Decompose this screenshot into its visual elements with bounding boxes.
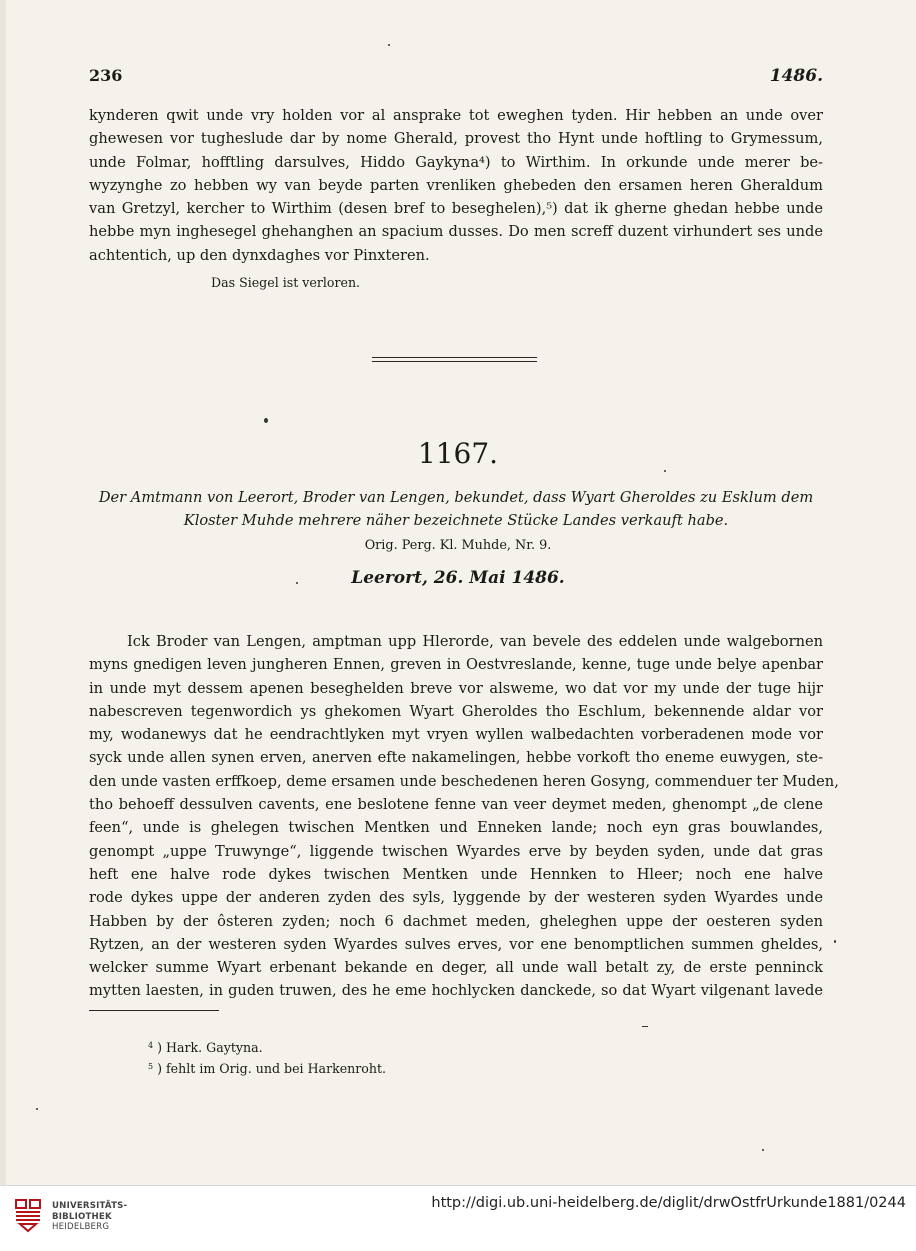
library-logo-icon	[12, 1194, 44, 1234]
preceding-document-text	[89, 104, 823, 267]
text-line: my, wodanewys dat he eendrachtlyken myt vryen wyllen walbedachten vorberadenen mode vor	[89, 726, 823, 744]
document-title	[89, 486, 823, 532]
scan-edge	[0, 0, 6, 1185]
text-line: myns gnedigen leven jungheren Ennen, greven in Oestvreslande, kenne, tuge unde belye apenbar	[89, 656, 823, 674]
scan-speck	[762, 1149, 764, 1151]
section-divider	[372, 357, 537, 362]
text-line: mytten laesten, in guden truwen, des he eme hochlycken danckede, so dat Wyart vilgenant lavede	[89, 982, 823, 1000]
document-body	[89, 630, 839, 1003]
text-line: unde Folmar, hofftling darsulves, Hiddo Gaykyna⁴) to Wirthim. In orkunde unde merer be-	[89, 153, 823, 171]
header-year: 1486.	[769, 66, 823, 86]
library-name-line: UNIVERSITÄTS-	[52, 1201, 128, 1211]
library-name-line: BIBLIOTHEK	[52, 1211, 112, 1222]
text-line: feen“, unde is ghelegen twischen Mentken und Enneken lande; noch eyn gras bouwlandes,	[89, 819, 823, 837]
text-line: genompt „uppe Truwynge“, liggende twischen Wyardes erve by beyden syden, unde dat gras	[89, 842, 823, 860]
title-line: Kloster Muhde mehrere näher bezeichnete Stücke Landes verkauft habe.	[183, 512, 729, 529]
text-line: den unde vasten erffkoep, deme ersamen unde beschedenen heren Gosyng, commenduer ter Muden,	[89, 772, 839, 790]
scan-speck	[296, 582, 298, 584]
footnote-text: fehlt im Orig. und bei Harkenroht.	[166, 1061, 387, 1076]
footnote: $^4$ ) Hark. Gaytyna.	[148, 1040, 263, 1055]
footnote-text: Hark. Gaytyna.	[166, 1040, 263, 1055]
seal-note: Das Siegel ist verloren.	[211, 275, 361, 290]
scan-speck	[664, 470, 666, 472]
scan-speck	[264, 418, 268, 423]
text-line: nabescreven tegenwordich ys ghekomen Wyart Gheroldes tho Eschlum, bekennende aldar vor	[89, 702, 823, 720]
footnote: $^5$ ) fehlt im Orig. und bei Harkenroht.	[148, 1061, 387, 1076]
text-line: welcker summe Wyart erbenant bekande en deger, all unde wall betalt zy, de erste penninck	[89, 959, 823, 977]
source-url[interactable]: http://digi.ub.uni-heidelberg.de/diglit/drwOstfrUrkunde1881/0244	[431, 1195, 906, 1211]
title-line: Der Amtmann von Leerort, Broder van Lengen, bekundet, dass Wyart Gheroldes zu Esklum dem	[98, 489, 814, 506]
scan-speck	[642, 1026, 648, 1027]
scan-speck	[388, 44, 390, 46]
text-line: rode dykes uppe der anderen zyden des syls, lyggende by der westeren syden Wyardes unde	[89, 889, 823, 907]
text-line: Habben by der ôsteren zyden; noch 6 dachmet meden, gheleghen uppe der oesteren syden	[89, 912, 823, 930]
library-name-line: HEIDELBERG	[52, 1222, 110, 1232]
page-header	[89, 66, 823, 92]
text-line: achtentich, up den dynxdaghes vor Pinxteren.	[89, 246, 430, 264]
footnote-divider	[89, 1010, 219, 1011]
text-line: kynderen qwit unde vry holden vor al ansprake tot eweghen tyden. Hir hebben an unde over	[89, 107, 823, 124]
text-line: Rytzen, an der westeren syden Wyardes sulves erves, vor ene benomptlichen summen gheldes,	[89, 935, 823, 953]
footnote-mark: 4	[148, 1041, 154, 1050]
document-source: Orig. Perg. Kl. Muhde, Nr. 9.	[364, 538, 552, 553]
footnotes	[148, 1036, 386, 1078]
text-line: van Gretzyl, kercher to Wirthim (desen bref to beseghelen),⁵) dat ik gherne ghedan hebbe unde	[89, 200, 823, 218]
text-line: syck unde allen synen erven, anerven efte nakamelingen, hebbe vorkoft tho eneme euwygen, ste-	[89, 749, 823, 767]
footnote-mark: 5	[148, 1062, 154, 1071]
scan-speck	[36, 1108, 38, 1110]
text-line: Ick Broder van Lengen, amptman upp Hlerorde, van bevele des eddelen unde walgebornen	[127, 633, 823, 650]
text-line: heft ene halve rode dykes twischen Mentken unde Hennken to Hleer; noch ene halve	[89, 865, 823, 883]
document-number: 1167.	[417, 437, 499, 470]
library-name	[52, 1201, 127, 1233]
document-date: Leerort, 26. Mai 1486.	[351, 568, 565, 588]
page-number: 236	[89, 66, 123, 85]
text-line: in unde myt dessem apenen beseghelden breve vor alsweme, wo dat vor my unde der tuge hijr	[89, 679, 823, 697]
text-line: ghewesen vor tugheslude dar by nome Gherald, provest tho Hynt unde hoftling to Grymessum,	[89, 130, 823, 148]
text-line: tho behoeff dessulven cavents, ene beslotene fenne van veer deymet meden, ghenompt „de clene	[89, 796, 823, 814]
text-line: hebbe myn inghesegel ghehanghen an spacium dusses. Do men screff duzent virhundert ses unde	[89, 223, 823, 241]
scan-speck	[834, 940, 836, 943]
text-line: wyzynghe zo hebben wy van beyde parten vrenliken ghebeden den ersamen heren Gheraldum	[89, 176, 823, 194]
